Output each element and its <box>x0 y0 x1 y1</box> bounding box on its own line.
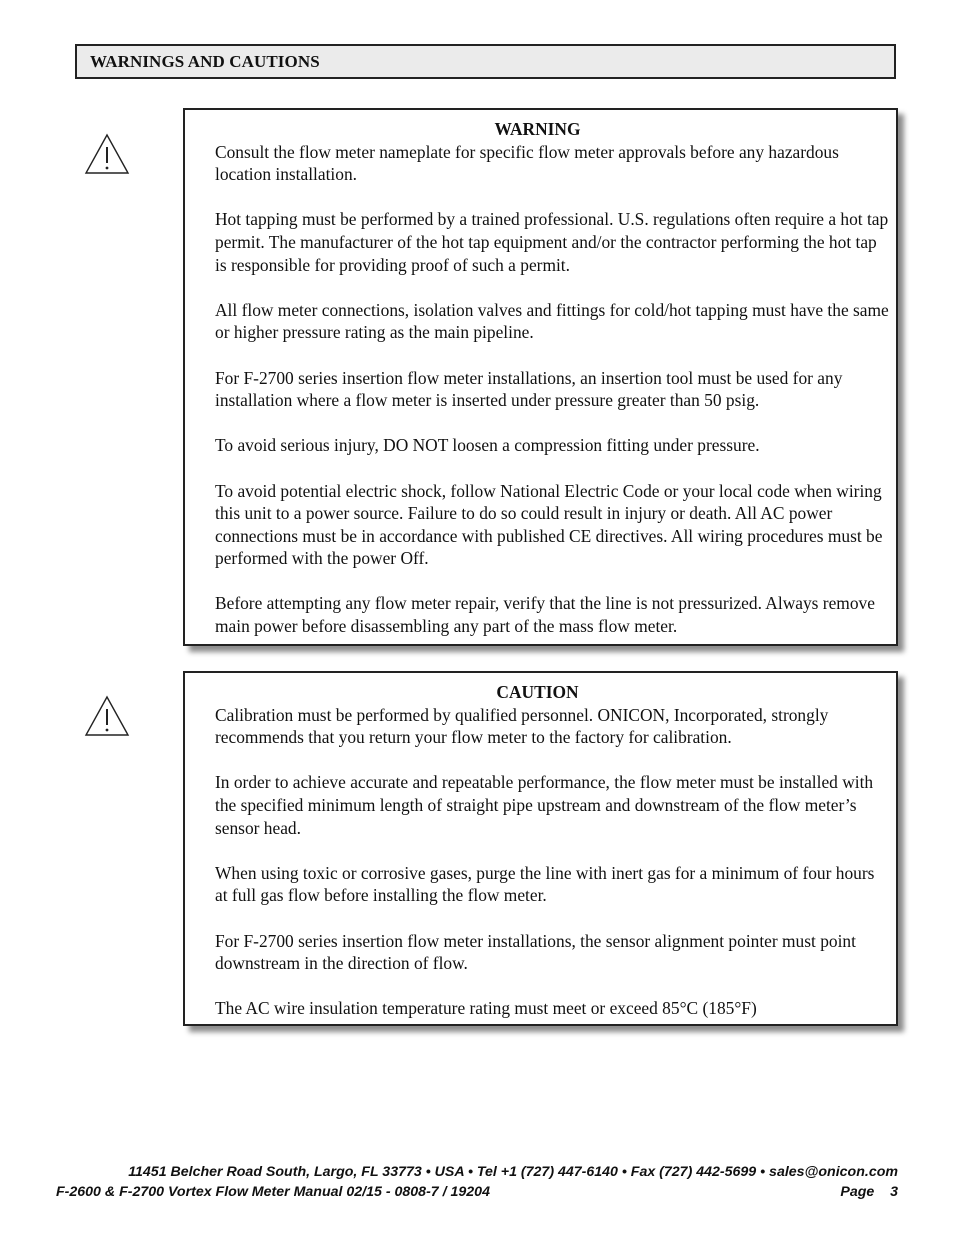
caution-box <box>183 671 898 1026</box>
page-indicator <box>840 1184 898 1200</box>
caution-paragraph: When using toxic or corrosive gases, purge the line with inert gas for a minimum of four hours at full gas flow before installing the flow meter. <box>215 862 875 906</box>
caution-paragraph: The AC wire insulation temperature rating must meet or exceed 85°C (185°F) <box>215 998 757 1019</box>
page-label: Page <box>840 1184 875 1200</box>
footer-address: 11451 Belcher Road South, Largo, FL 33773 • USA • Tel +1 (727) 447-6140 • Fax (727) 442-5699 • sales@onicon.com <box>128 1164 898 1180</box>
section-title: WARNINGS AND CAUTIONS <box>90 51 320 71</box>
footer-manual-title: F-2600 & F-2700 Vortex Flow Meter Manual 02/15 - 0808-7 / 19204 <box>56 1184 490 1200</box>
warning-paragraph: For F-2700 series insertion flow meter installations, an insertion tool must be used for any installation where a flow meter is inserted under pressure greater than 50 psig. <box>215 367 843 411</box>
caution-paragraph: Calibration must be performed by qualified personnel. ONICON, Incorporated, strongly recommends that you return your flow meter to the factory for calibration. <box>215 704 829 748</box>
warning-paragraph: All flow meter connections, isolation valves and fittings for cold/hot tapping must have the same or higher pressure rating as the main pipeline. <box>215 299 889 343</box>
warning-triangle-icon <box>84 133 130 175</box>
warning-paragraph: Hot tapping must be performed by a trained professional. U.S. regulations often require a hot tap permit. The manufacturer of the hot tap equipment and/or the contractor performing the hot tap is responsible for providing proof of such a permit. <box>215 209 889 275</box>
caution-paragraph: In order to achieve accurate and repeatable performance, the flow meter must be installed with the specified minimum length of straight pipe upstream and downstream of the flow meter’s sensor head. <box>215 772 874 838</box>
caution-title: CAUTION <box>496 682 579 702</box>
page-number: 3 <box>890 1184 898 1200</box>
warning-paragraph: Before attempting any flow meter repair, verify that the line is not pressurized. Always remove main power before disassembling any part of the mass flow meter. <box>215 593 875 637</box>
warning-box <box>183 108 898 646</box>
warning-paragraph: Consult the flow meter nameplate for specific flow meter approvals before any hazardous location installation. <box>215 141 839 185</box>
caution-paragraph: For F-2700 series insertion flow meter installations, the sensor alignment pointer must point downstream in the direction of flow. <box>215 930 856 974</box>
caution-triangle-icon <box>84 695 130 737</box>
footer-manual-line <box>56 1184 898 1200</box>
warning-title: WARNING <box>494 119 581 139</box>
section-header <box>75 44 896 79</box>
warning-paragraph: To avoid potential electric shock, follow National Electric Code or your local code when wiring this unit to a power source. Failure to do so could result in injury or death. All AC power connections must be in accordance with published CE directives. All wiring procedures must be performed with the power Off. <box>215 480 883 569</box>
warning-paragraph: To avoid serious injury, DO NOT loosen a compression fitting under pressure. <box>215 435 760 456</box>
